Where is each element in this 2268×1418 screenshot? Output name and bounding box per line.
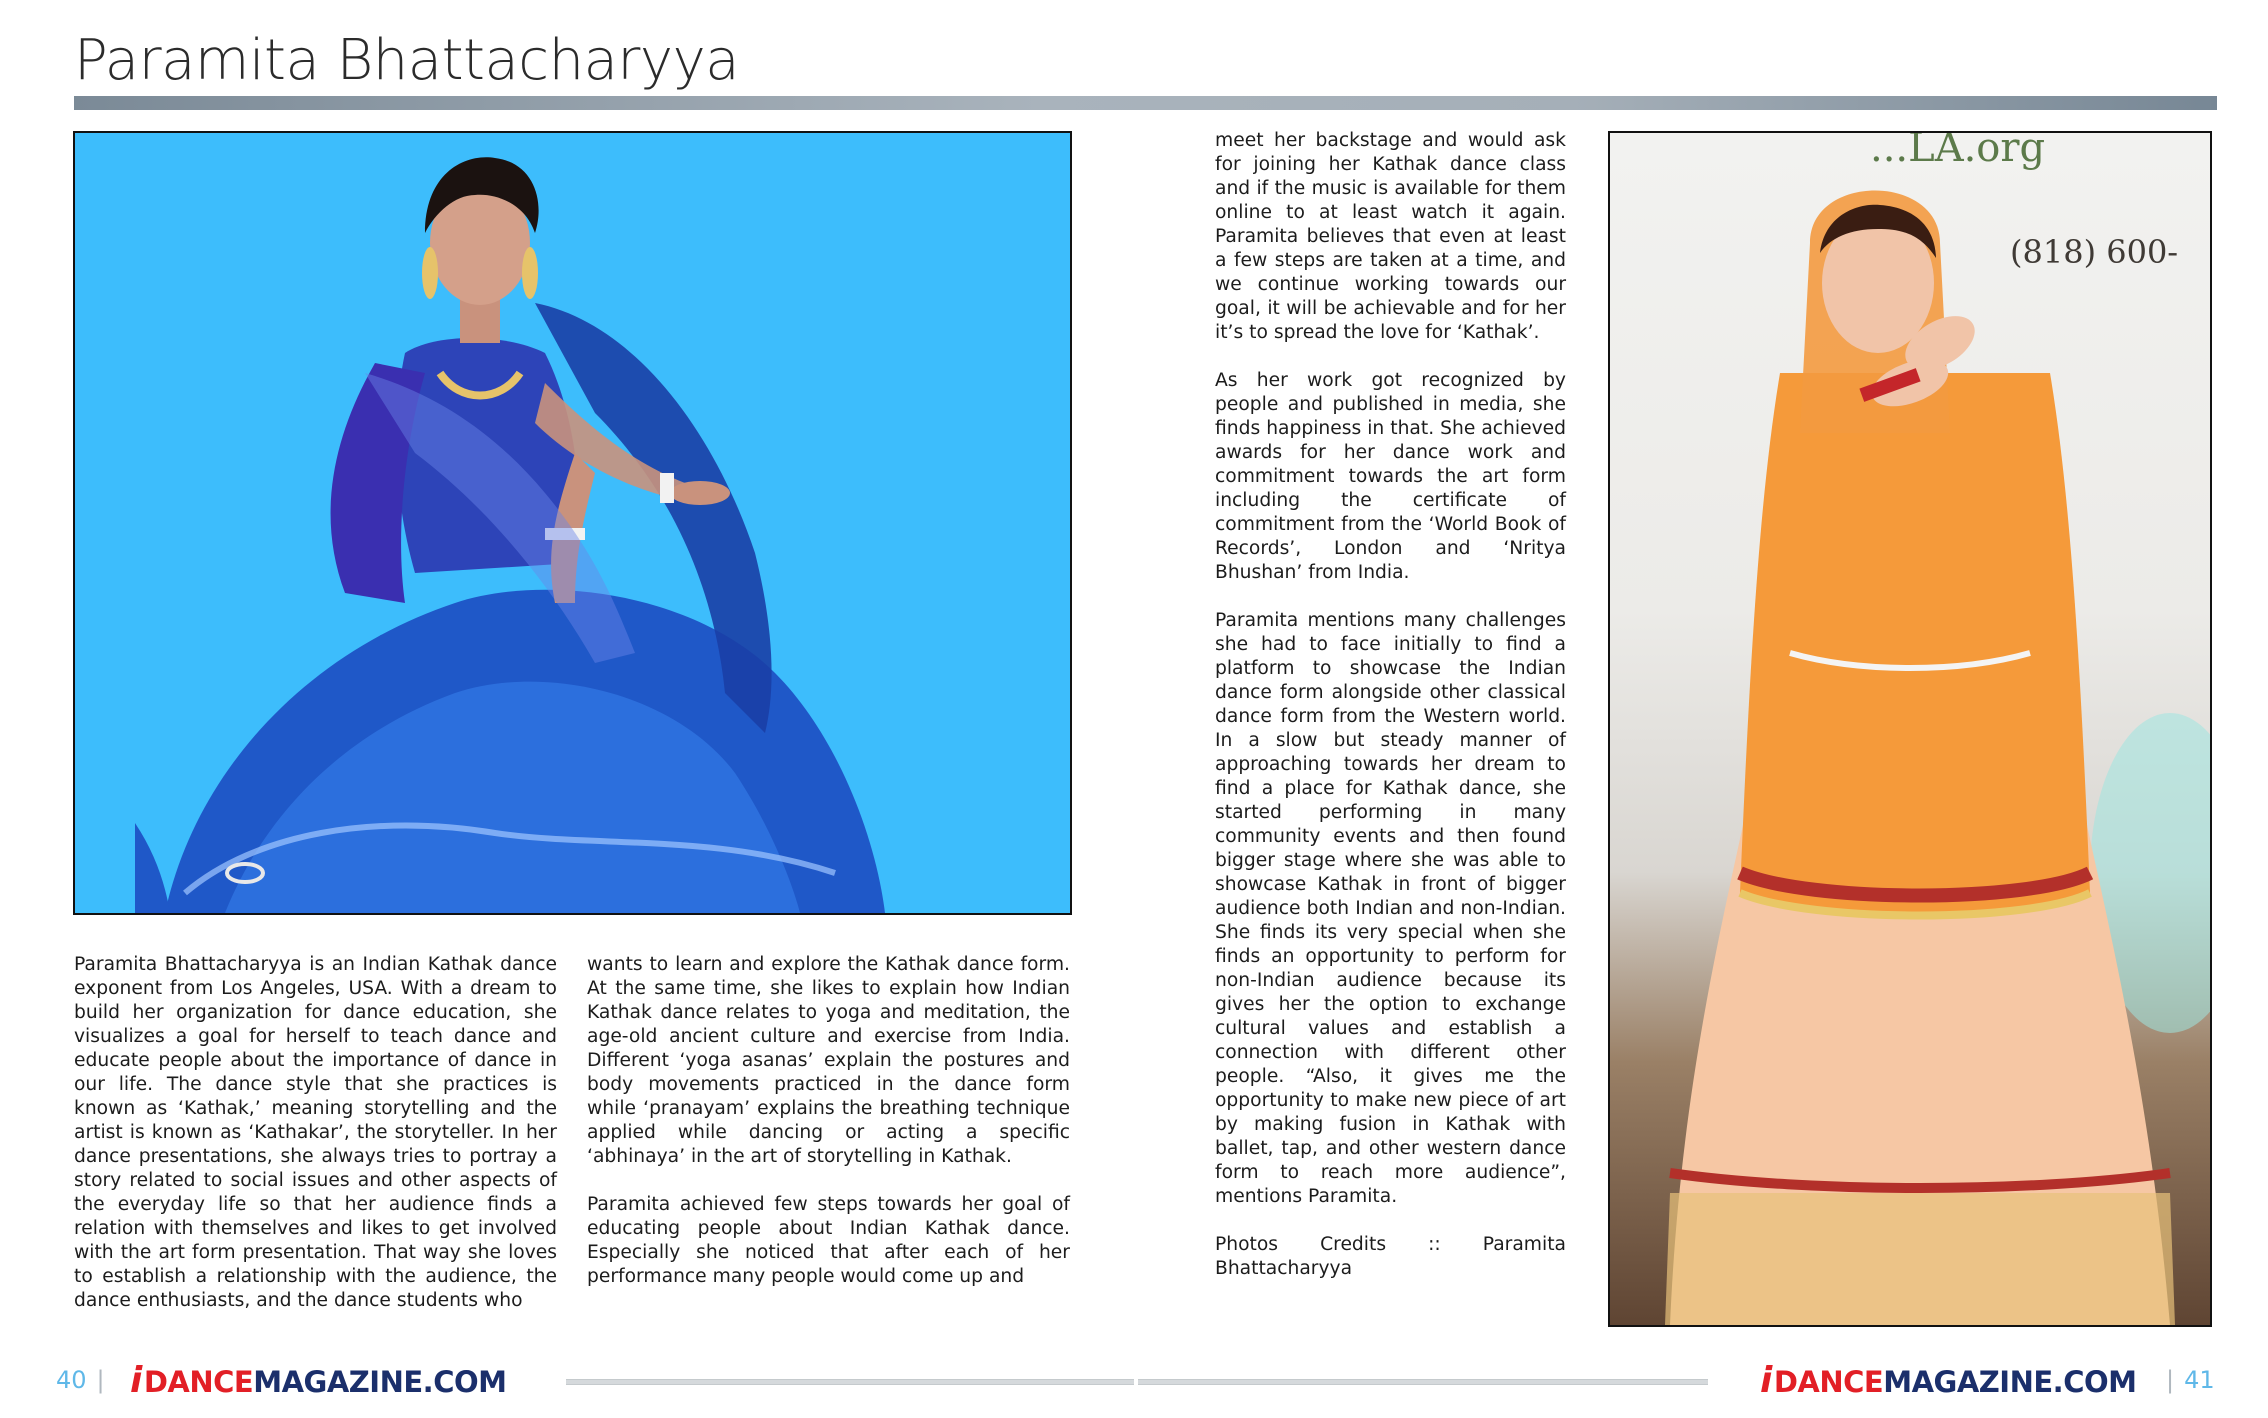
article-column-2 xyxy=(587,953,1070,1289)
brand-i-mark: i xyxy=(1760,1360,1772,1401)
article-column-3 xyxy=(1215,129,1566,1281)
dancer-blue-illustration xyxy=(75,133,1070,913)
article-paragraph: Paramita Bhattacharyya is an Indian Kathak dance exponent from Los Angeles, USA. With a dream to build her organization for dance education, she visualizes a goal for herself to teach dance and educate people about the importance of dance in our life. The dance style that she practices is known as ‘Kathak,’ meaning storytelling and the artist is known as ‘Kathakar’, the storyteller. In her dance presentations, she always tries to portray a story related to social issues and other aspects of the everyday life so that her audience finds a relation with themselves and likes to get involved with the art form presentation. That way she loves to establish a relationship with the audience, the dance enthusiasts, and the dance students who xyxy=(74,954,557,1311)
page-title: Paramita Bhattacharyya xyxy=(74,28,740,93)
footer-separator: | xyxy=(2166,1366,2175,1394)
photo-dancer-blue xyxy=(73,131,1072,915)
right-page-number xyxy=(2156,1366,2215,1394)
banner-phone-text: (818) 600- xyxy=(2010,233,2179,271)
article-paragraph: Paramita achieved few steps towards her goal of educating people about Indian Kathak dance. Especially she noticed that after each of her performance many people would come up and xyxy=(587,1194,1070,1287)
dancer-orange-illustration xyxy=(1610,133,2210,1325)
footer-rule-left xyxy=(566,1379,1134,1385)
photo-credits: Photos Credits :: Paramita Bhattacharyya xyxy=(1215,1234,1566,1279)
brand-logo-right xyxy=(1760,1360,2137,1401)
article-paragraph: As her work got recognized by people and published in media, she finds happiness in that. She achieved awards for her dance work and commitment towards the art form including the certificate of commitment from the ‘World Book of Records’, London and ‘Nritya Bhushan’ from India. xyxy=(1215,370,1566,583)
article-column-1 xyxy=(74,953,557,1313)
brand-logo-left xyxy=(130,1360,507,1401)
photo-dancer-orange xyxy=(1608,131,2212,1327)
title-underline-bar xyxy=(74,96,2217,110)
brand-magazine-word: MAGAZINE.COM xyxy=(1883,1365,2137,1399)
brand-magazine-word: MAGAZINE.COM xyxy=(253,1365,507,1399)
page-number-left: 40 xyxy=(56,1366,87,1394)
footer-separator: | xyxy=(96,1366,105,1394)
banner-url-text: ...LA.org xyxy=(1870,133,2046,171)
brand-i-mark: i xyxy=(130,1360,142,1401)
footer-rule-right xyxy=(1138,1379,1708,1385)
brand-dance-word: DANCE xyxy=(143,1365,254,1399)
article-paragraph: wants to learn and explore the Kathak dance form. At the same time, she likes to explain how Indian Kathak dance relates to yoga and meditation, the age-old ancient culture and exercise from India. Different ‘yoga asanas’ explain the postures and body movements practiced in the dance form while ‘pranayam’ explains the breathing technique applied while dancing or acting a specific ‘abhinaya’ in the art of storytelling in Kathak. xyxy=(587,954,1070,1167)
left-page-number xyxy=(56,1366,115,1394)
article-paragraph: meet her backstage and would ask for joining her Kathak dance class and if the music is available for them online to at least watch it again. Paramita believes that even at least a few steps are taken at a time, and we continue working towards our goal, it will be achievable and for her it’s to spread the love for ‘Kathak’. xyxy=(1215,130,1566,343)
brand-dance-word: DANCE xyxy=(1773,1365,1884,1399)
page-number-right: 41 xyxy=(2184,1366,2215,1394)
article-paragraph: Paramita mentions many challenges she had to face initially to find a platform to showcase the Indian dance form alongside other classical dance form from the Western world. In a slow but steady manner of approaching towards her dream to find a place for Kathak dance, she started performing in many community events and then found bigger stage where she was able to showcase Kathak in front of bigger audience both Indian and non-Indian. She finds its very special when she finds an opportunity to perform for non-Indian audience because its gives her the option to exchange cultural values and establish a connection with different other people. “Also, it gives me the opportunity to make new piece of art by making fusion in Kathak with ballet, tap, and other western dance form to reach more audience”, mentions Paramita. xyxy=(1215,610,1566,1207)
